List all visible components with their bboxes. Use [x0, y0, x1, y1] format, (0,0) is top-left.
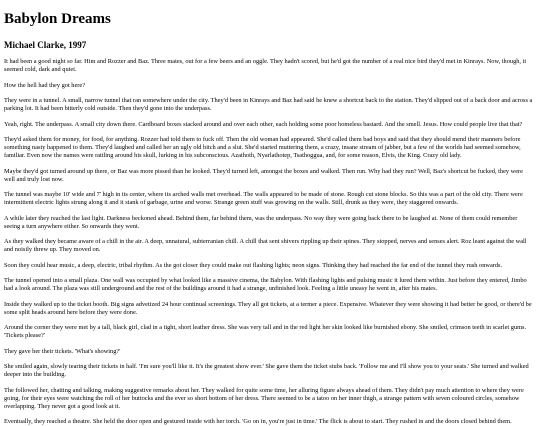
document-title: Babylon Dreams: [4, 11, 111, 27]
author-date: Michael Clarke, 1997: [4, 40, 87, 50]
paragraph: The tunnel was maybe 10' wide and 7' high in its center, where its arched walls met overhead. The walls appeared to be made of stone. Rough cut stone blocks. So this was a part of the old city. There were intermittent electric lights strung along it and it stank of garbage, urine and worse. Strange green stuff was growing on the walls. Still, drunk as they were, they staggered onwards.: [4, 191, 523, 206]
paragraph: A while later they reached the last light. Darkness beckoned ahead. Behind them, far behind them, was the underpass. No way they were going back there to be laughed at. None of them could remember seeing a turn anywhere either. So onwards they went.: [4, 214, 518, 230]
paragraph: It had been a good night so far. Him and Rozzer and Baz. Three mates, out for a few beers and an oggle. They hadn't scored, but he'd got the number of a real nice bird they'd met in Kinrays. Now, though, it seemed cold, dark and quiet.: [4, 58, 527, 73]
paragraph: Yeah, right. The underpass. A small city down there. Cardboard boxes stacked around and over each other, each holding some poor homeless bastard. And the smell. Jesus. How could people live that that?: [4, 120, 523, 128]
paragraph: How the hell had they got here?: [4, 81, 86, 89]
paragraph: The followed her, chatting and talking, making suggestive remarks about her. They walked for quite some time, her alluring figure always ahead of them. They didn't pay much attention to where they were going, for their eyes were watching the roll of her buttocks and the ever so short bottom of her dress. There seemed to be a tatoo on her inner thigh, a strange pattern with seven coloured circles, somehow overlapping. They never got a good look at it.: [4, 386, 524, 410]
paragraph: They were in a tunnel. A small, narrow tunnel that ran somewhere under the city. They'd been in Kinrays and Baz had said he knew a shortcut back to the station. They'd slipped out of a back door and across a parking lot. It had been bitterly cold outside. Then they'd gone into the underpass.: [4, 97, 533, 112]
paragraph: Soon they could hear music, a deep, electric, tribal rhythm. As the got closer they could make out flashing lights; neon signs. Thinking they had reached the far end of the tunnel they rush onwards.: [4, 261, 503, 269]
paragraph: Eventually, they reached a theatre. She held the door open and gestured inside with her torch. 'Go on in, you're just in time.' The flick is about to start. They rushed in and the doors closed behind them.: [4, 418, 512, 425]
paragraph: Around the corner they were met by a tall, black girl, clad in a tight, short leather dress. She was very tall and in the red light her skin looked like burnished ebony. She smiled, crimson teeth in scarlet gums. 'Tickets please?': [4, 324, 527, 339]
paragraph: She smiled again, slowly tearing their tickets in half. 'I'm sure you'll like it. It's the greatest show ever.' She gave them the ticket stubs back. 'Follow me and I'll show you to your seats.' She turned and walked deeper into the building.: [4, 363, 529, 378]
paragraph: The tunnel opened into a small plaza. One wall was occupied by what looked like a massive cinema, the Babylon. With flashing lights and pulsing music it lured them within. Just before they entered, Jimbo had a look around. The plaza was still underground and the rest of the buildings around it had a strange, unfinished look. Feeling a little uneasy he went in, after his mates.: [4, 277, 527, 292]
paragraph: They gave her their tickets. 'What's showing?': [4, 347, 121, 355]
paragraph: Maybe they'd got turned around up there, or Baz was more pissed than he looked. They'd turned left, amongst the boxes and walked. Then run. Why had they run? Well, Baz's shortcut be fucked, they were well and truly lost now.: [4, 167, 523, 183]
paragraph: They'd asked them for money, for food, for anything. Rozzer had told them to fuck off. Then the old woman had appeared. She'd called them bad boys and said that they should mend their manners before something nasty happened to them. They'd laughed and called her an ugly old bitch and a slut. She'd started muttering them, a crazy, insane stream of jabber, but a few of the worlds had seemed somehow, familiar. Even now the names were rattling around his skull, lurking in his subconscious. Azathoth, Nyarlathotep, Tsathoggua, and, for some reason, Elvis, the King. Crazy old lady.: [4, 136, 521, 159]
paragraph: As they walked they became aware of a chill in the air. A deep, unnatural, subterranian chill. A chill that sent shivers rippling up their spines. They stopped, nerves and senses alert. Roz leant against the wall and noisily threw up. They moved on.: [4, 238, 527, 253]
paragraph: Inside they walked up to the ticket booth. Big signs advetized 24 hour continual screenings. They all got tickets, at a termer a piece. Expensive. Whatever they were showing it had better be good, or there'd be some split heads around here before they were done.: [4, 300, 532, 316]
